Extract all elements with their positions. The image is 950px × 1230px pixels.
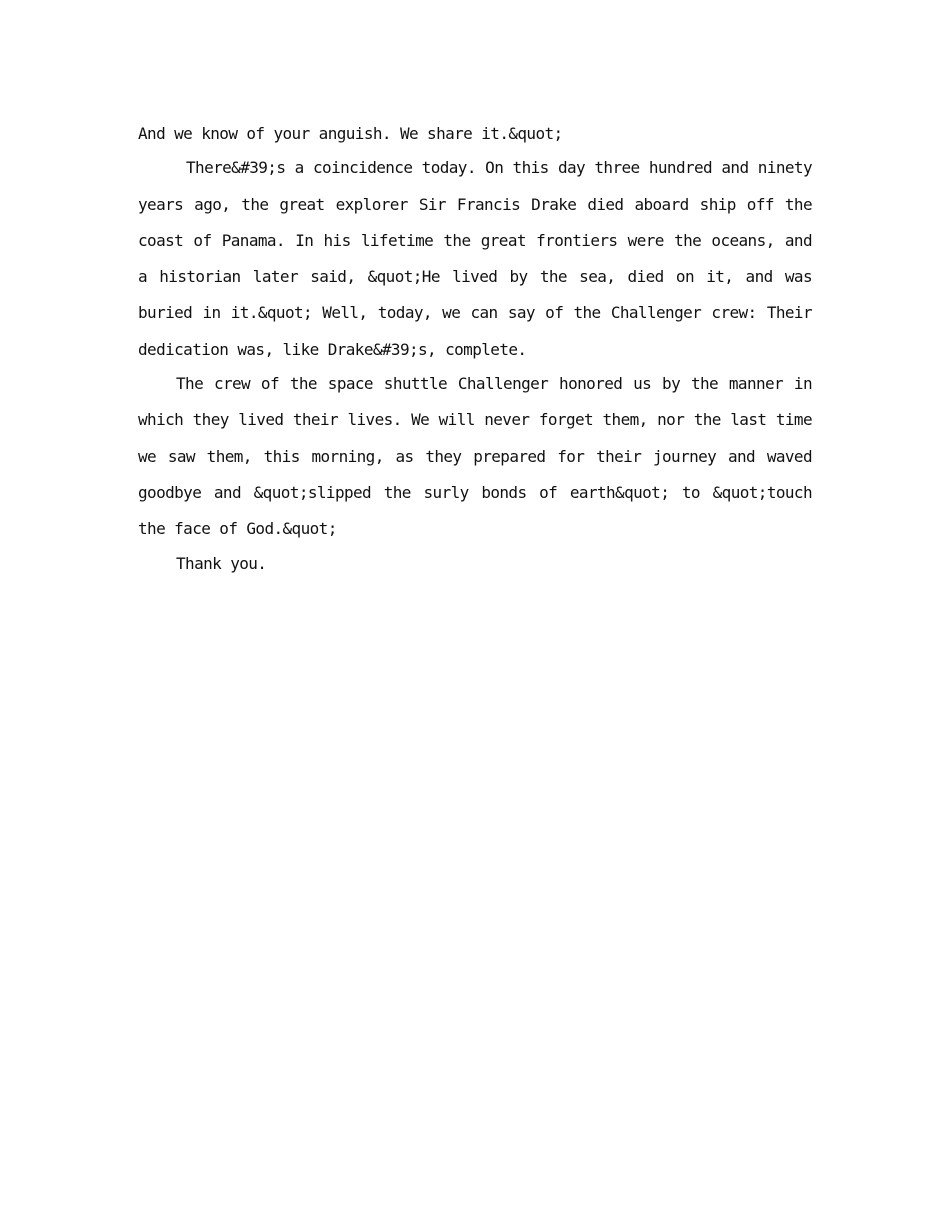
paragraph-drake-coincidence: There&#39;s a coincidence today. On this day three hundred and ninety years ago, the great explorer Sir Francis Drake died aboard ship off the coast of Panama. In his lifetime the great frontiers were the oceans, and a historian later said, &quot;He lived by the sea, died on it, and was buried in it.&quot; Well, today, we can say of the Challenger crew: Their dedication was, like Drake&#39;s, complete.	[138, 158, 812, 359]
paragraph-closing-quote: And we know of your anguish. We share it.&quot;	[138, 124, 563, 143]
paragraph-thank-you: Thank you.	[176, 553, 267, 573]
paragraph-challenger-crew: The crew of the space shuttle Challenger honored us by the manner in which they lived their lives. We will never forget them, nor the last time we saw them, this morning, as they prepared for their journey and waved goodbye and &quot;slipped the surly bonds of earth&quot; to &quot;touch the face of God.&quot;	[138, 374, 812, 539]
document-body	[138, 116, 812, 580]
